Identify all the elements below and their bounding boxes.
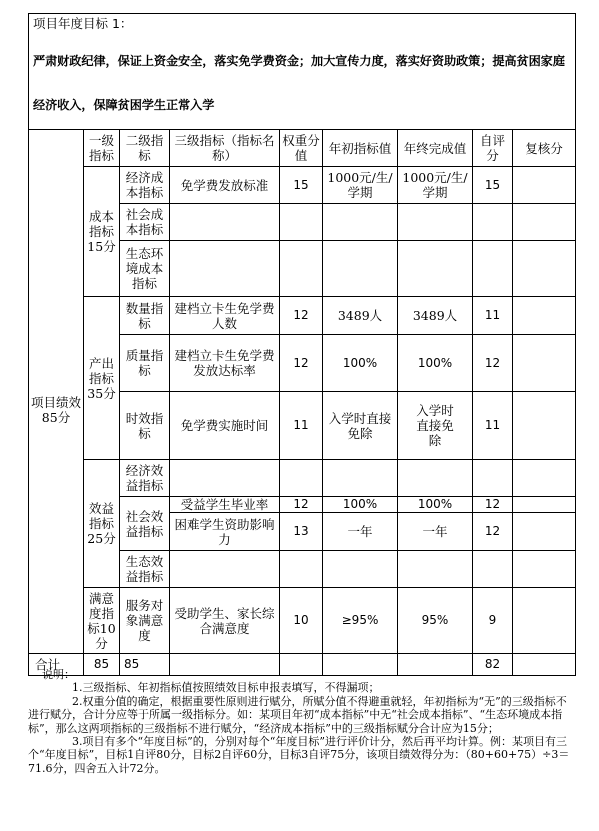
header-level3: 三级指标（指标名称） [170,130,280,167]
initial-influence: 一年 [323,513,398,551]
final-timeliness: 入学时直接免除 [398,392,473,460]
weight-quantity: 12 [280,297,323,335]
initial-timeliness: 入学时直接免除 [323,392,398,460]
total-self: 82 [473,654,513,676]
table-row [29,167,576,204]
header-self: 自评分 [473,130,513,167]
note-1: 1.三级指标、年初指标值按照绩效目标申报表填写，不得漏项； [72,681,380,695]
weight-influence: 13 [280,513,323,551]
notes-title: 说明： [42,668,75,681]
header-initial: 年初指标值 [323,130,398,167]
group-benefit: 效益指标25分 [84,460,120,588]
l2-timeliness: 时效指标 [120,392,170,460]
l3-influence: 困难学生资助影响力 [170,513,280,551]
table-row [29,297,576,335]
self-timeliness: 11 [473,392,513,460]
group-cost: 成本指标15分 [84,167,120,297]
table-row [29,588,576,654]
initial-satisfaction: ≥95% [323,588,398,654]
note-2: 2.权重分值的确定，根据重要性原则进行赋分，所赋分值不得避重就轻，年初指标为“无”的三级指标不进行赋分，合计分应等于所属一级指标分。如：某项目年初“成本指标”中无“社会成本指标”、“生态环境成本指标”，那么这两项指标的三级指标不进行赋分，“经济成本指标”中的三级指标赋分合计应为15分； [28,694,567,735]
l2-social-cost: 社会成本指标 [120,204,170,241]
total-l2: 85 [120,654,170,676]
perf-label: 项目绩效85分 [29,167,84,654]
header-row [29,130,576,167]
l2-economic-benefit: 经济效益指标 [120,460,170,497]
l3-satisfaction: 受助学生、家长综合满意度 [170,588,280,654]
initial-graduation: 100% [323,497,398,513]
header-weight: 权重分值 [280,130,323,167]
final-influence: 一年 [398,513,473,551]
final-graduation: 100% [398,497,473,513]
l2-eco-cost: 生态环境成本指标 [120,241,170,297]
performance-table [28,13,576,676]
l2-economic-cost: 经济成本指标 [120,167,170,204]
header-review: 复核分 [513,130,576,167]
l3-timeliness: 免学费实施时间 [170,392,280,460]
initial-quantity: 3489人 [323,297,398,335]
initial-quality: 100% [323,335,398,392]
goal-title: 项目年度目标 1： [33,16,133,31]
final-quality: 100% [398,335,473,392]
goal-cell [29,14,576,130]
initial-economic-cost: 1000元/生/学期 [323,167,398,204]
weight-economic-cost: 15 [280,167,323,204]
final-satisfaction: 95% [398,588,473,654]
self-quality: 12 [473,335,513,392]
note-3: 3.项目有多个“年度目标”的，分别对每个“年度目标”进行评价计分，然后再平均计算。例：某项目有三个“年度目标”，目标1自评80分，目标2自评60分，目标3自评75分，该项目绩效得分为：（80+60+75）÷3＝71.6分，四舍五入计72分。 [28,735,570,775]
header-level2: 二级指标 [120,130,170,167]
total-l1: 85 [84,654,120,676]
goal-text: 严肃财政纪律，保证上资金安全，落实免学费资金；加大宣传力度，落实好资助政策；提高贫困家庭经济收入，保障贫困学生正常入学 [33,54,565,112]
final-economic-cost: 1000元/生/学期 [398,167,473,204]
header-level1: 一级指标 [84,130,120,167]
l2-eco-benefit: 生态效益指标 [120,551,170,588]
l3-quantity: 建档立卡生免学费人数 [170,297,280,335]
l3-quality: 建档立卡生免学费发放达标率 [170,335,280,392]
self-influence: 12 [473,513,513,551]
l2-satisfaction: 服务对象满意度 [120,588,170,654]
self-graduation: 12 [473,497,513,513]
self-satisfaction: 9 [473,588,513,654]
self-economic-cost: 15 [473,167,513,204]
notes-section [28,668,576,775]
l3-graduation: 受益学生毕业率 [170,497,280,513]
weight-quality: 12 [280,335,323,392]
self-quantity: 11 [473,297,513,335]
l2-quantity: 数量指标 [120,297,170,335]
header-final: 年终完成值 [398,130,473,167]
weight-satisfaction: 10 [280,588,323,654]
final-quantity: 3489人 [398,297,473,335]
group-output: 产出指标35分 [84,297,120,460]
total-label: 合计 [29,654,84,676]
weight-graduation: 12 [280,497,323,513]
table-row [29,460,576,497]
group-satisfaction: 满意度指标10分 [84,588,120,654]
l3-economic-cost: 免学费发放标准 [170,167,280,204]
l2-social-benefit: 社会效益指标 [120,497,170,551]
weight-timeliness: 11 [280,392,323,460]
l2-quality: 质量指标 [120,335,170,392]
